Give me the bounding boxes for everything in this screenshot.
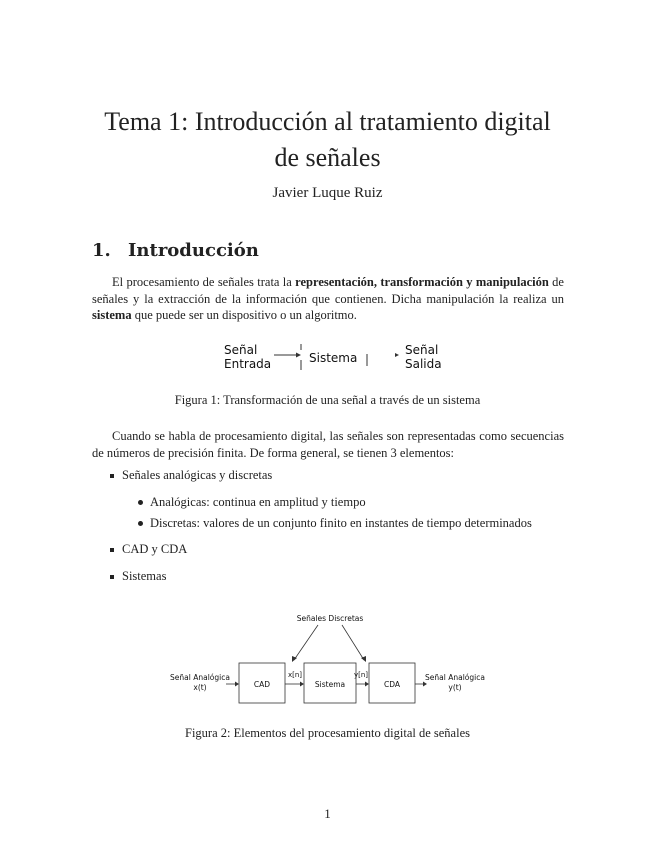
page-number: 1 bbox=[324, 806, 331, 821]
title-line-1: Tema 1: Introducción al tratamiento digital bbox=[104, 107, 551, 136]
list-item bbox=[110, 468, 532, 495]
section-title: Introducción bbox=[128, 240, 259, 261]
fig2-arrowhead-in bbox=[235, 682, 239, 687]
section-heading bbox=[92, 240, 259, 261]
list-item bbox=[110, 569, 532, 584]
fig1-input-arrowhead bbox=[296, 353, 301, 358]
fig2-arrowhead-cad bbox=[300, 682, 304, 687]
fig2-output-label-1: Señal Analógica bbox=[425, 673, 485, 682]
digital-paragraph: Cuando se habla de procesamiento digital, las señales son representadas como secuencias de números de precisión finita. De forma general, se tienen 3 elementos: bbox=[92, 429, 564, 460]
fig1-output-label-2: Salida bbox=[405, 357, 442, 371]
fig2-output-label-2: y(t) bbox=[448, 683, 462, 692]
list-item bbox=[110, 542, 532, 569]
elements-list bbox=[110, 468, 532, 584]
list-subitem-text: Discretas: valores de un conjunto finito en instantes de tiempo determinados bbox=[150, 516, 532, 530]
list-subitem bbox=[138, 495, 532, 516]
cda-label: CDA bbox=[383, 680, 401, 689]
para1-text-1: El procesamiento de señales trata la bbox=[112, 275, 296, 289]
list-item-text: Sistemas bbox=[122, 569, 167, 583]
figure-1-diagram bbox=[218, 340, 448, 380]
list-subitem bbox=[138, 516, 532, 542]
fig1-output-label-1: Señal bbox=[405, 343, 439, 357]
document-title bbox=[60, 104, 595, 176]
yn-label: y[n] bbox=[353, 671, 369, 679]
xn-label: x[n] bbox=[287, 671, 303, 679]
list-subitem-text: Analógicas: continua en amplitud y tiempo bbox=[150, 495, 366, 509]
figure-2-diagram bbox=[168, 608, 488, 708]
fig2-input-label-2: x(t) bbox=[193, 683, 207, 692]
list-item-text: Señales analógicas y discretas bbox=[122, 468, 273, 482]
sistema-label: Sistema bbox=[314, 680, 346, 689]
para1-text-3: que puede ser un dispositivo o un algoritmo. bbox=[131, 308, 357, 322]
para1-text-2: de señales y la extracción de la información que contienen. Dicha manipulación la realiza un bbox=[92, 275, 564, 306]
figure-2-caption: Figura 2: Elementos del procesamiento digital de señales bbox=[185, 726, 470, 740]
fig1-system-label: Sistema bbox=[309, 351, 358, 365]
fig1-input-label-1: Señal bbox=[224, 343, 258, 357]
section-number: 1. bbox=[92, 240, 111, 261]
author: Javier Luque Ruiz bbox=[272, 185, 383, 201]
cad-label: CAD bbox=[253, 680, 271, 689]
fig2-arrow-to-xn bbox=[294, 625, 318, 660]
intro-paragraph bbox=[92, 274, 564, 324]
fig2-arrow-to-yn bbox=[342, 625, 364, 660]
fig2-arrowhead-out bbox=[423, 682, 427, 687]
fig1-output-arrowhead bbox=[395, 353, 399, 357]
list-item-text: CAD y CDA bbox=[122, 542, 188, 556]
para1-bold-2: sistema bbox=[92, 308, 132, 322]
fig2-arrowhead-sistema bbox=[365, 682, 369, 687]
fig2-top-label: Señales Discretas bbox=[296, 614, 364, 623]
figure-1-caption: Figura 1: Transformación de una señal a través de un sistema bbox=[174, 393, 481, 407]
para1-bold-1: representación, transformación y manipulación bbox=[295, 275, 549, 289]
fig1-input-label-2: Entrada bbox=[224, 357, 272, 371]
title-line-2: de señales bbox=[274, 143, 381, 172]
fig2-input-label-1: Señal Analógica bbox=[170, 673, 230, 682]
